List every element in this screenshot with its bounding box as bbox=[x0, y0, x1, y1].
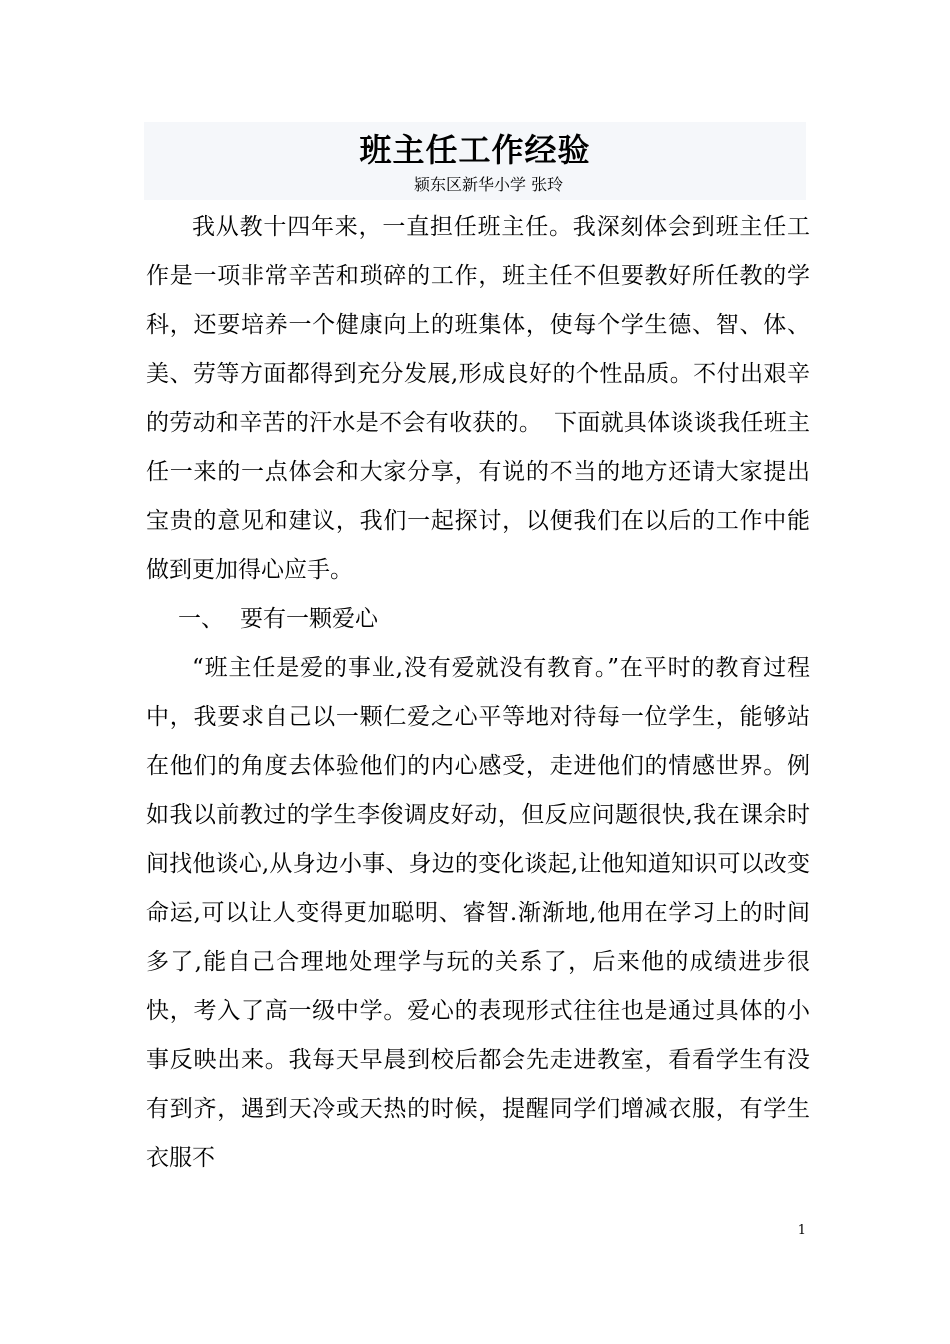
section-number: 一、 bbox=[178, 606, 224, 632]
author-line: 颍东区新华小学 张玲 bbox=[414, 175, 564, 194]
title-block bbox=[144, 122, 806, 200]
intro-paragraph: 我从教十四年来，一直担任班主任。我深刻体会到班主任工作是一项非常辛苦和琐碎的工作，班主任不但要教好所任教的学科，还要培养一个健康向上的班集体，使每个学生德、智、体、美、劳等方面都得到充分发展,形成良好的个性品质。不付出艰辛的劳动和辛苦的汗水是不会有收获的。 下面就具体谈谈我任班主任一来的一点体会和大家分享，有说的不当的地方还请大家提出宝贵的意见和建议，我们一起探讨，以便我们在以后的工作中能做到更加得心应手。 bbox=[146, 214, 810, 583]
section-title: 要有一颗爱心 bbox=[240, 606, 378, 632]
page-number: 1 bbox=[797, 1223, 806, 1238]
section-paragraph: “班主任是爱的事业,没有爱就没有教育。”在平时的教育过程中，我要求自己以一颗仁爱之心平等地对待每一位学生，能够站在他们的角度去体验他们的内心感受，走进他们的情感世界。例如我以前教过的学生李俊调皮好动，但反应问题很快,我在课余时间找他谈心,从身边小事、身边的变化谈起,让他知道知识可以改变命运,可以让人变得更加聪明、睿智.渐渐地,他用在学习上的时间多了,能自己合理地处理学与玩的关系了，后来他的成绩进步很快，考入了高一级中学。爱心的表现形式往往也是通过具体的小事反映出来。我每天早晨到校后都会先走进教室，看看学生有没有到齐，遇到天冷或天热的时候，提醒同学们增减衣服，有学生衣服不 bbox=[146, 655, 810, 1171]
document-body bbox=[146, 203, 810, 1183]
page-title: 班主任工作经验 bbox=[359, 131, 591, 169]
section-heading bbox=[146, 595, 810, 644]
